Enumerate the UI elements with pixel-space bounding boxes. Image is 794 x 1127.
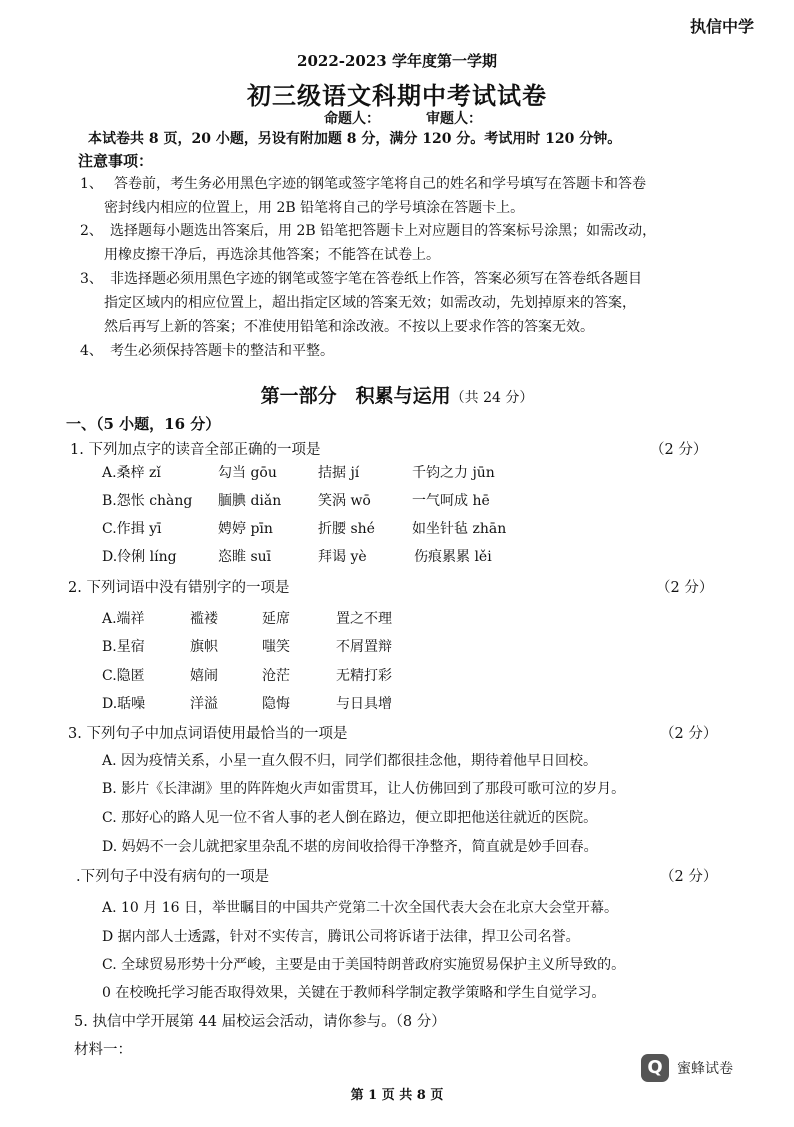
option-cell: 置之不理	[336, 611, 392, 627]
option-cell: 娉婷 pīn	[218, 521, 273, 537]
material-label: 材料一：	[74, 1042, 132, 1058]
option-cell: B.星宿	[102, 639, 145, 655]
notice-line: 选择题每小题选出答案后，用 2B 铅笔把答题卡上对应题目的答案标号涂黑；如需改动，	[110, 223, 657, 239]
option-cell: 恣睢 suī	[218, 549, 272, 565]
option-cell: 伤痕累累 lěi	[414, 549, 492, 565]
option-cell: 折腰 shé	[318, 521, 375, 537]
option-cell: 隐悔	[262, 696, 290, 712]
watermark-text: 蜜蜂试卷	[677, 1061, 733, 1077]
option-line: 0 在校晚托学习能否取得效果，关键在于教师科学制定教学策略和学生自觉学习。	[102, 985, 606, 1001]
option-cell: 腼腆 diǎn	[218, 493, 282, 509]
option-line: C. 那好心的路人见一位不省人事的老人倒在路边，便立即把他送往就近的医院。	[102, 810, 598, 826]
notice-num: 1、	[80, 176, 103, 192]
option-cell: 千钧之力 jūn	[412, 465, 495, 481]
option-cell: 拜谒 yè	[318, 549, 367, 565]
option-line: D 据内部人士透露，针对不实传言，腾讯公司将诉诸于法律，捍卫公司名誉。	[102, 929, 580, 945]
setter-label: 命题人：	[324, 111, 380, 127]
option-cell: 洋溢	[190, 696, 218, 712]
part-heading	[0, 381, 794, 408]
question-4-points: （2 分）	[660, 869, 718, 885]
watermark-logo-icon: Q	[641, 1054, 669, 1082]
section-heading: 一、（5 小题，16 分）	[66, 415, 221, 433]
notice-num: 2、	[80, 223, 103, 239]
option-cell: 沧茫	[262, 668, 290, 684]
exam-title: 初三级语文科期中考试试卷	[247, 81, 547, 110]
option-cell: 褴褛	[190, 611, 218, 627]
notice-line: 考生必须保持答题卡的整洁和平整。	[110, 343, 334, 359]
option-cell: 与日具增	[336, 696, 392, 712]
notice-num: 4、	[80, 343, 103, 359]
exam-info: 本试卷共 8 页，20 小题，另设有附加题 8 分，满分 120 分。考试用时 120 分钟。	[88, 131, 622, 147]
reviewer-label: 审题人：	[426, 111, 482, 127]
option-cell: D.聒噪	[102, 696, 146, 712]
notice-line: 非选择题必须用黑色字迹的钢笔或签字笔在答卷纸上作答，答案必须写在答卷纸各题目	[110, 271, 642, 287]
option-cell: D.伶俐 líng	[102, 549, 177, 565]
notice-line: 密封线内相应的位置上，用 2B 铅笔将自己的学号填涂在答题卡上。	[104, 200, 525, 216]
question-5-stem: 5. 执信中学开展第 44 届校运会活动，请你参与。（8 分）	[74, 1014, 446, 1030]
option-cell: C.隐匿	[102, 668, 145, 684]
option-cell: 延席	[262, 611, 290, 627]
notice-line: 答卷前，考生务必用黑色字迹的钢笔或签字笔将自己的姓名和学号填写在答题卡和答卷	[114, 176, 646, 192]
option-cell: C.作揖 yī	[102, 521, 162, 537]
notice-num: 3、	[80, 271, 103, 287]
option-cell: 一气呵成 hē	[412, 493, 490, 509]
option-cell: A.桑梓 zǐ	[102, 465, 161, 481]
question-2-points: （2 分）	[656, 580, 714, 596]
notice-heading: 注意事项：	[78, 152, 154, 170]
notice-line: 用橡皮擦干净后，再选涂其他答案；不能答在试卷上。	[104, 247, 440, 263]
option-cell: A.端祥	[102, 611, 145, 627]
option-cell: 笑涡 wō	[318, 493, 371, 509]
option-line: C. 全球贸易形势十分严峻，主要是由于美国特朗普政府实施贸易保护主义所导致的。	[102, 957, 626, 973]
notice-line: 指定区域内的相应位置上，超出指定区域的答案无效；如需改动，先划掉原来的答案，	[104, 295, 636, 311]
option-cell: 无精打彩	[336, 668, 392, 684]
option-line: B. 影片《长津湖》里的阵阵炮火声如雷贯耳，让人仿佛回到了那段可歌可泣的岁月。	[102, 781, 626, 797]
page-footer: 第 1 页 共 8 页	[350, 1088, 444, 1103]
notice-line: 然后再写上新的答案；不准使用铅笔和涂改液。不按以上要求作答的答案无效。	[104, 319, 594, 335]
option-cell: 勾当 gōu	[218, 465, 277, 481]
option-line: A. 10 月 16 日，举世瞩目的中国共产党第二十次全国代表大会在北京大会堂开幕。	[102, 900, 618, 916]
option-cell: B.怨怅 chàng	[102, 493, 193, 509]
question-4-stem: .下列句子中没有病句的一项是	[76, 869, 270, 885]
question-1-points: （2 分）	[650, 442, 708, 458]
question-3-stem: 3. 下列句子中加点词语使用最恰当的一项是	[68, 726, 348, 742]
option-cell: 拮据 jí	[318, 465, 360, 481]
school-tag: 执信中学	[690, 17, 755, 36]
question-3-points: （2 分）	[660, 726, 718, 742]
part-score: （共 24 分）	[450, 390, 534, 406]
school-year: 2022-2023 学年度第一学期	[297, 52, 497, 70]
question-1-stem: 1. 下列加点字的读音全部正确的一项是	[70, 442, 321, 458]
option-cell: 如坐针毡 zhān	[412, 521, 507, 537]
option-cell: 嬉闹	[190, 668, 218, 684]
watermark	[641, 1052, 751, 1086]
option-line: D. 妈妈不一会儿就把家里杂乱不堪的房间收拾得干净整齐，简直就是妙手回春。	[102, 839, 598, 855]
question-2-stem: 2. 下列词语中没有错别字的一项是	[68, 580, 290, 596]
part-title: 第一部分 积累与运用	[260, 385, 451, 407]
option-line: A. 因为疫情关系，小星一直久假不归，同学们都很挂念他，期待着他早日回校。	[102, 753, 598, 769]
option-cell: 旗帜	[190, 639, 218, 655]
option-cell: 嗤笑	[262, 639, 290, 655]
option-cell: 不屑置辩	[336, 639, 392, 655]
